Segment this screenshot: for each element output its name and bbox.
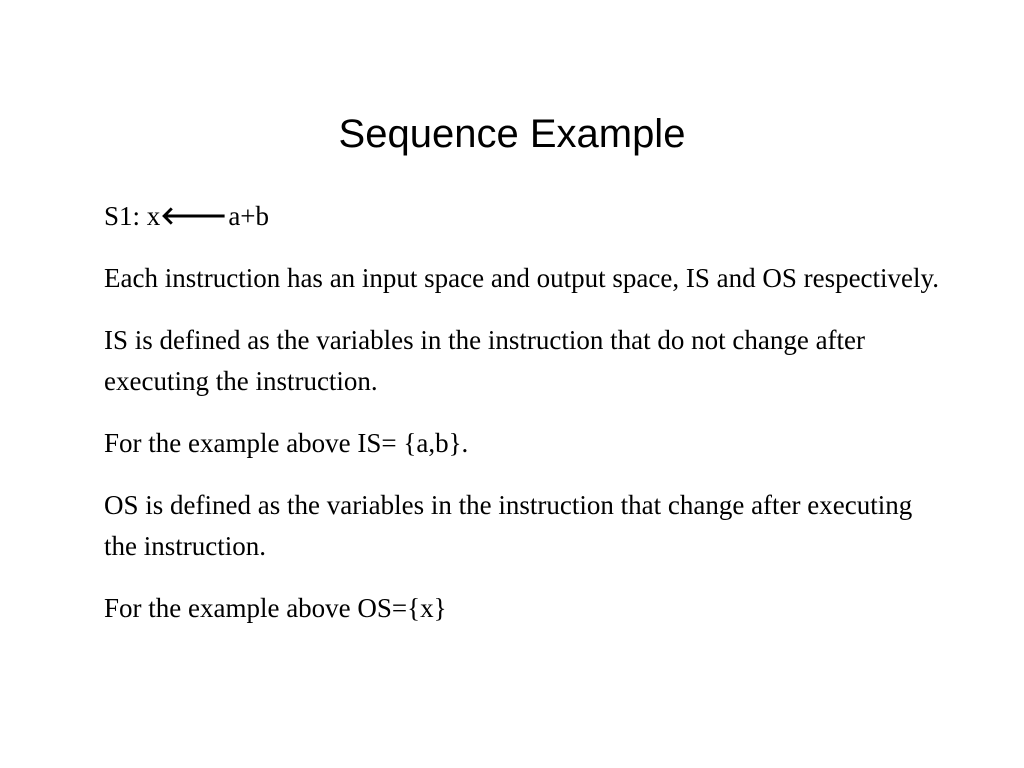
paragraph-is-definition: IS is defined as the variables in the instruction that do not change after executing the instruction.	[104, 325, 866, 396]
paragraph-os-definition: OS is defined as the variables in the instruction that change after executing the instruction.	[104, 490, 913, 561]
slide-body	[104, 196, 944, 650]
left-arrow-icon: 🡐	[160, 201, 228, 230]
slide-title: Sequence Example	[338, 112, 686, 156]
paragraph-os-example: For the example above OS={x}	[104, 593, 447, 623]
statement-s1	[104, 196, 944, 237]
paragraph-io-spaces: Each instruction has an input space and output space, IS and OS respectively.	[104, 263, 940, 293]
statement-suffix: a+b	[228, 201, 270, 231]
statement-prefix: S1: x	[104, 201, 161, 231]
paragraph-is-example: For the example above IS= {a,b}.	[104, 428, 469, 458]
